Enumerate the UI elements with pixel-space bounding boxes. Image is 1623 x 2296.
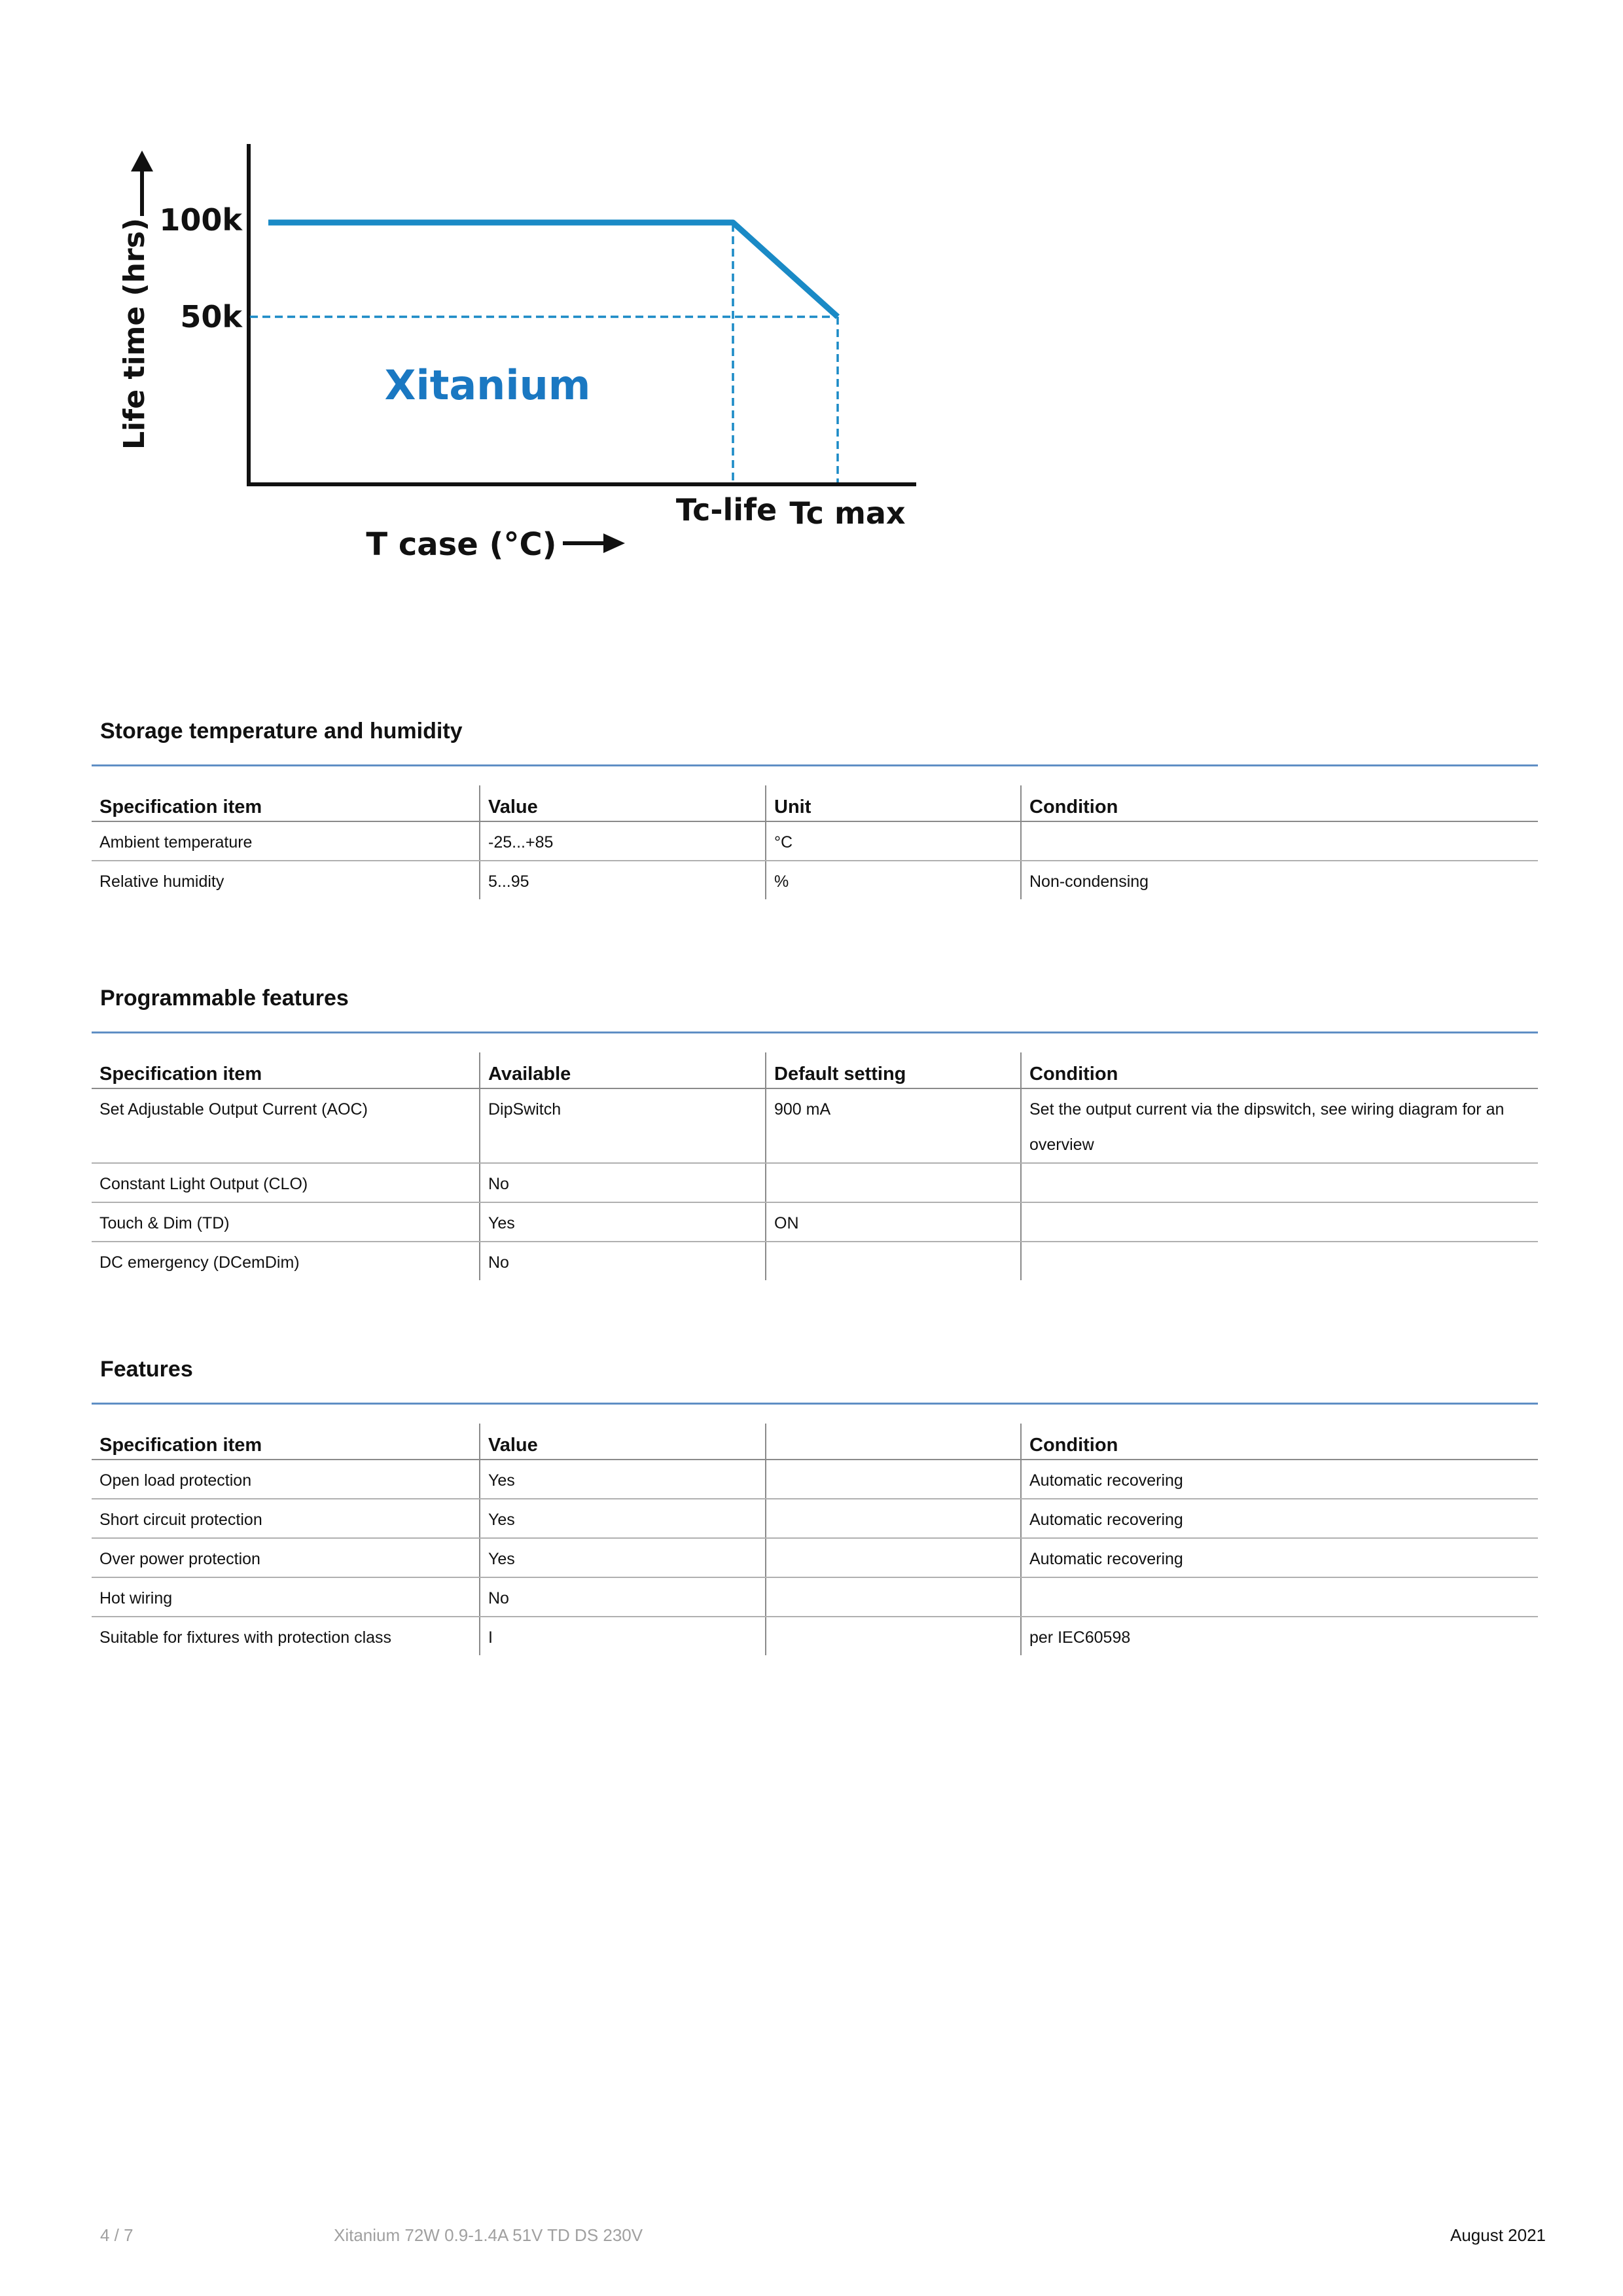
table-cell [1021, 1242, 1538, 1280]
column-header: Default setting [766, 1052, 1021, 1088]
x-axis-arrowhead [603, 533, 625, 553]
table-cell [766, 1617, 1021, 1655]
column-header: Specification item [92, 785, 480, 821]
y-tick-label-50k: 50k [180, 299, 242, 334]
table-cell: Suitable for fixtures with protection class [99, 1628, 392, 1647]
table-cell: Open load protection [92, 1460, 480, 1499]
table-cell: Touch & Dim (TD) [92, 1202, 480, 1242]
table-row [92, 1499, 1538, 1538]
table-cell: per IEC60598 [1021, 1617, 1538, 1655]
table-cell [766, 1577, 1021, 1617]
table-cell: DipSwitch [480, 1088, 766, 1163]
table-cell: DC emergency (DCemDim) [99, 1253, 300, 1272]
table-cell: I [480, 1617, 766, 1655]
table-cell [1021, 1577, 1538, 1617]
column-header: Value [480, 785, 766, 821]
column-header: Condition [1021, 1424, 1538, 1460]
column-header: Specification item [92, 1424, 480, 1460]
column-header [766, 1424, 1021, 1460]
table-cell [1021, 1163, 1538, 1202]
table-cell: Constant Light Output (CLO) [92, 1163, 480, 1202]
table-cell [766, 1538, 1021, 1577]
table-row [92, 861, 1538, 899]
table-row [92, 1202, 1538, 1242]
table-cell: Automatic recovering [1021, 1538, 1538, 1577]
table-row [92, 1460, 1538, 1499]
x-axis-label: T case (°C) [366, 526, 557, 563]
section-title-storage: Storage temperature and humidity [100, 719, 463, 744]
table-cell: % [766, 861, 1021, 899]
chart-annotation-xitanium: Xitanium [384, 361, 591, 409]
table-cell: Yes [480, 1538, 766, 1577]
table-cell: Relative humidity [99, 872, 224, 891]
column-header: Available [480, 1052, 766, 1088]
table-row [92, 1577, 1538, 1617]
y-axis-label: Life time (hrs) [118, 218, 151, 450]
x-tick-label-tc-max: Tc max [789, 495, 906, 531]
table-cell: Yes [480, 1202, 766, 1242]
table-header-row [92, 1424, 1538, 1460]
section-divider [92, 1403, 1538, 1405]
table-cell: Yes [480, 1499, 766, 1538]
programmable-table [92, 1052, 1538, 1280]
table-row [92, 1088, 1538, 1163]
document-date: August 2021 [1450, 2225, 1546, 2245]
section-divider [92, 1031, 1538, 1033]
y-axis-arrowhead [131, 151, 153, 171]
table-cell: ON [766, 1202, 1021, 1242]
table-cell: No [480, 1242, 766, 1280]
table-cell: Set Adjustable Output Current (AOC) [92, 1088, 480, 1163]
table-cell [1021, 1202, 1538, 1242]
table-cell [766, 1460, 1021, 1499]
table-row [92, 1538, 1538, 1577]
section-divider [92, 764, 1538, 766]
page-number: 4 / 7 [100, 2225, 134, 2245]
table-cell: No [480, 1163, 766, 1202]
table-cell: -25...+85 [480, 821, 766, 861]
column-header: Value [480, 1424, 766, 1460]
table-cell: Ambient temperature [92, 821, 480, 861]
table-cell: °C [766, 821, 1021, 861]
y-tick-label-100k: 100k [159, 202, 242, 238]
table-cell: 900 mA [766, 1088, 1021, 1163]
product-name: Xitanium 72W 0.9-1.4A 51V TD DS 230V [334, 2225, 643, 2245]
table-cell: Yes [480, 1460, 766, 1499]
column-header: Condition [1021, 785, 1538, 821]
table-cell: Automatic recovering [1021, 1460, 1538, 1499]
table-cell [766, 1163, 1021, 1202]
table-header-row [92, 1052, 1538, 1088]
column-header: Specification item [92, 1052, 480, 1088]
table-cell: Automatic recovering [1021, 1499, 1538, 1538]
table-cell: Non-condensing [1021, 861, 1538, 899]
table-header-row [92, 785, 1538, 821]
section-title-features: Features [100, 1357, 193, 1382]
table-cell: Over power protection [92, 1538, 480, 1577]
storage-table [92, 785, 1538, 899]
lifetime-series-line [268, 223, 838, 317]
features-table [92, 1424, 1538, 1655]
table-row [92, 821, 1538, 861]
lifetime-chart [111, 131, 936, 602]
table-cell [766, 1242, 1021, 1280]
table-cell: 5...95 [480, 861, 766, 899]
table-cell [766, 1499, 1021, 1538]
table-row [92, 1617, 1538, 1655]
table-row [92, 1163, 1538, 1202]
table-cell: Hot wiring [92, 1577, 480, 1617]
x-tick-label-tc-life: Tc-life [675, 492, 777, 528]
table-cell: Short circuit protection [92, 1499, 480, 1538]
table-row [92, 1242, 1538, 1280]
column-header: Unit [766, 785, 1021, 821]
section-title-programmable: Programmable features [100, 986, 349, 1011]
table-cell: No [480, 1577, 766, 1617]
column-header: Condition [1021, 1052, 1538, 1088]
table-cell [1021, 821, 1538, 861]
table-cell: Set the output current via the dipswitch, see wiring diagram for an overview [1021, 1088, 1538, 1163]
